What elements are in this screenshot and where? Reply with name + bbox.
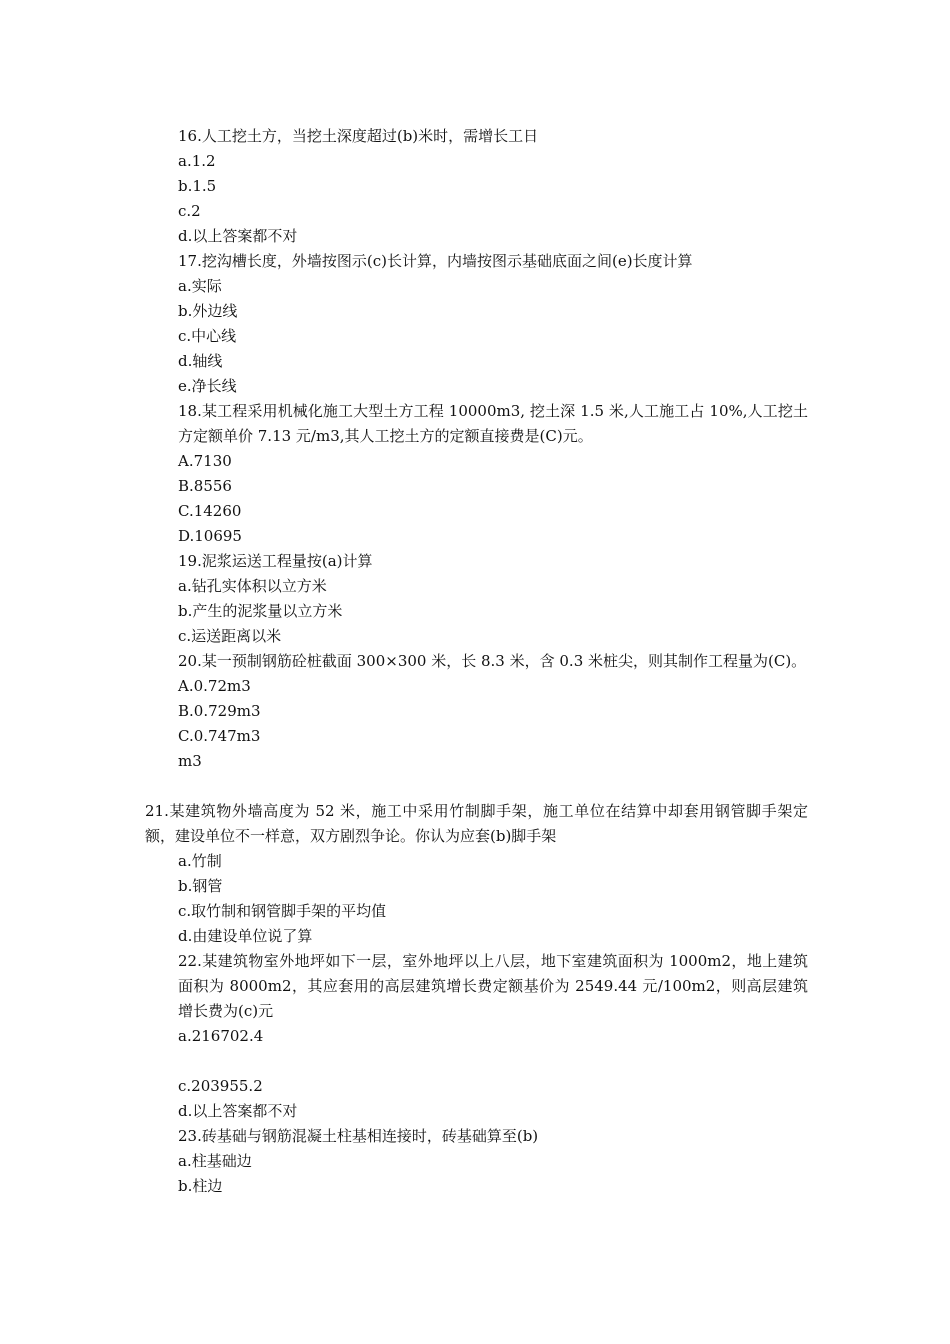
text-line: b.柱边: [178, 1177, 223, 1195]
text-line: D.10695: [178, 527, 242, 545]
text-line: a.竹制: [178, 852, 222, 870]
blank-line: [145, 774, 808, 799]
text-line: C.0.747m3: [178, 727, 261, 745]
text-line: C.14260: [178, 502, 242, 520]
text-line: a.216702.4: [178, 1027, 264, 1045]
text-line: a.实际: [178, 277, 222, 295]
text-line: 18.某工程采用机械化施工大型土方工程 10000m3, 挖土深 1.5 米,人工施工占 10%,人工挖土方定额单价 7.13 元/m3,其人工挖土方的定额直接费是(C)元。: [178, 402, 808, 445]
text-line: 17.挖沟槽长度，外墙按图示(c)长计算，内墙按图示基础底面之间(e)长度计算: [178, 252, 693, 270]
text-line: 16.人工挖土方，当挖土深度超过(b)米时，需增长工日: [178, 127, 539, 145]
text-line: B.8556: [178, 477, 232, 495]
text-line: B.0.729m3: [178, 702, 261, 720]
text-line: 21.某建筑物外墙高度为 52 米，施工中采用竹制脚手架，施工单位在结算中却套用钢管脚手架定额，建设单位不一样意，双方剧烈争论。你认为应套(b)脚手架: [145, 802, 808, 845]
text-line: a.1.2: [178, 152, 216, 170]
text-line: d.由建设单位说了算: [178, 927, 313, 945]
text-line: e.净长线: [178, 377, 237, 395]
text-line: b.产生的泥浆量以立方米: [178, 602, 343, 620]
text-line: b.钢管: [178, 877, 223, 895]
text-line: c.运送距离以米: [178, 627, 282, 645]
text-line: 23.砖基础与钢筋混凝土柱基相连接时，砖基础算至(b): [178, 1127, 539, 1145]
text-line: a.钻孔实体积以立方米: [178, 577, 327, 595]
text-line: d.轴线: [178, 352, 223, 370]
text-line: 19.泥浆运送工程量按(a)计算: [178, 552, 373, 570]
text-line: 20.某一预制钢筋砼桩截面 300×300 米，长 8.3 米，含 0.3 米桩尖，则其制作工程量为(C)。: [178, 652, 807, 670]
text-line: c.取竹制和钢管脚手架的平均值: [178, 902, 387, 920]
text-line: c.中心线: [178, 327, 237, 345]
text-line: d.以上答案都不对: [178, 227, 298, 245]
text-line: 22.某建筑物室外地坪如下一层，室外地坪以上八层，地下室建筑面积为 1000m2，地上建筑面积为 8000m2，其应套用的高层建筑增长费定额基价为 2549.44 元/100m2，则高层建筑增长费为(c)元: [178, 952, 808, 1020]
text-line: A.7130: [178, 452, 232, 470]
text-line: d.以上答案都不对: [178, 1102, 298, 1120]
text-line: c.2: [178, 202, 201, 220]
text-line: b.1.5: [178, 177, 217, 195]
document-body: [145, 124, 808, 1199]
text-line: c.203955.2: [178, 1077, 263, 1095]
blank-line: [145, 1049, 808, 1074]
text-line: b.外边线: [178, 302, 238, 320]
text-line: a.柱基础边: [178, 1152, 252, 1170]
text-line: m3: [178, 752, 202, 770]
text-line: A.0.72m3: [178, 677, 251, 695]
